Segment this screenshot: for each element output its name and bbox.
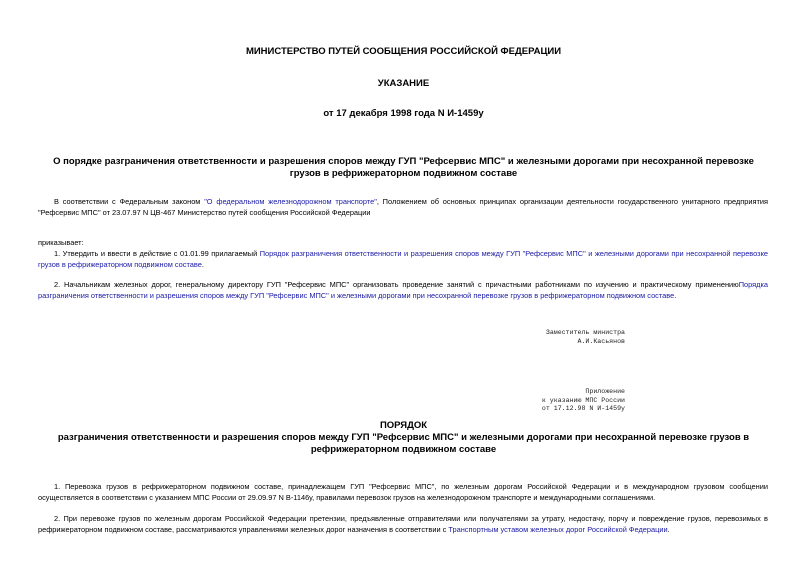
document-date-number: от 17 декабря 1998 года N И-1459у xyxy=(323,108,484,119)
orders-label: приказывает: xyxy=(38,238,84,247)
preamble-suffix: , Положением об основных принципах организации деятельности государственного унитарного предприятия "Рефсервис МПС" от 23.07.97 N ЦВ-467 Министерство путей сообщения Российской Федерации xyxy=(38,197,768,217)
order-item-2-suffix: . xyxy=(674,291,677,300)
procedure-link-2[interactable]: Порядка разграничения ответственности и разрешения споров между ГУП "Рефсервис МПС" и железными дорогами при несохранной перевозке грузов в рефрижераторном подвижном составе xyxy=(38,280,768,300)
procedure-paragraph-2 xyxy=(38,513,768,535)
document-title: О порядке разграничения ответственности и разрешения споров между ГУП "Рефсервис МПС" и железными дорогами при несохранной перевозке грузов в рефрижераторном подвижном составе xyxy=(53,156,754,179)
order-item-2 xyxy=(38,279,768,301)
procedure-subtitle: разграничения ответственности и разрешения споров между ГУП "Рефсервис МПС" и железными дорогами при несохранной перевозке грузов в рефрижераторном подвижном составе xyxy=(57,432,750,455)
order-item-1-suffix: . xyxy=(201,260,204,269)
signature-position: Заместитель министра xyxy=(545,329,625,336)
procedure-title: ПОРЯДОК xyxy=(379,420,428,431)
procedure-link-1[interactable]: Порядок разграничения ответственности и разрешения споров между ГУП "Рефсервис МПС" и железными дорогами при несохранной перевозке грузов в рефрижераторном подвижном составе xyxy=(38,249,768,269)
procedure-paragraph-2-suffix: . xyxy=(667,525,670,534)
transport-charter-link[interactable]: Транспортным уставом железных дорог Российской Федерации xyxy=(448,525,668,534)
procedure-paragraph-1: 1. Перевозка грузов в рефрижераторном подвижном составе, принадлежащем ГУП "Рефсервис МПС", по железным дорогам Российской Федерации и в международном грузовом сообщении осуществляется в соответствии с указанием МПС России от 29.09.97 N В-1146у, правилами перевозок грузов на железнодорожном транспорте и международными соглашениями. xyxy=(38,482,768,502)
signature-block xyxy=(470,329,625,346)
document-type: УКАЗАНИЕ xyxy=(377,78,430,89)
ministry-heading: МИНИСТЕРСТВО ПУТЕЙ СООБЩЕНИЯ РОССИЙСКОЙ ФЕДЕРАЦИИ xyxy=(245,46,562,57)
preamble-paragraph xyxy=(38,196,768,218)
order-item-1-prefix: 1. Утвердить и ввести в действие с 01.01.99 прилагаемый xyxy=(54,249,260,258)
preamble-prefix: В соответствии с Федеральным законом xyxy=(54,197,205,206)
federal-law-link[interactable]: "О федеральном железнодорожном транспорте" xyxy=(204,197,377,206)
order-item-1 xyxy=(38,248,768,270)
order-item-2-prefix: 2. Начальникам железных дорог, генеральному директору ГУП "Рефсервис МПС" организовать проведение занятий с причастными работниками по изучению и практическому применению xyxy=(54,280,739,289)
signature-name: А.И.Касьянов xyxy=(577,337,625,345)
procedure-paragraph-2-prefix: 2. При перевозке грузов по железным дорогам Российской Федерации претензии, предъявленные отправителями или получателями за утрату, недостачу, порчу и повреждение грузов, перевозимых в рефрижераторном подвижном составе, рассматриваются управлениями железных дорог назначения в соответствии с xyxy=(38,514,768,534)
appendix-line-2: к указанию МПС России xyxy=(541,396,625,404)
appendix-line-3: от 17.12.98 N И-1459у xyxy=(541,405,625,412)
appendix-line-1: Приложение xyxy=(585,388,625,395)
appendix-block xyxy=(470,388,625,414)
